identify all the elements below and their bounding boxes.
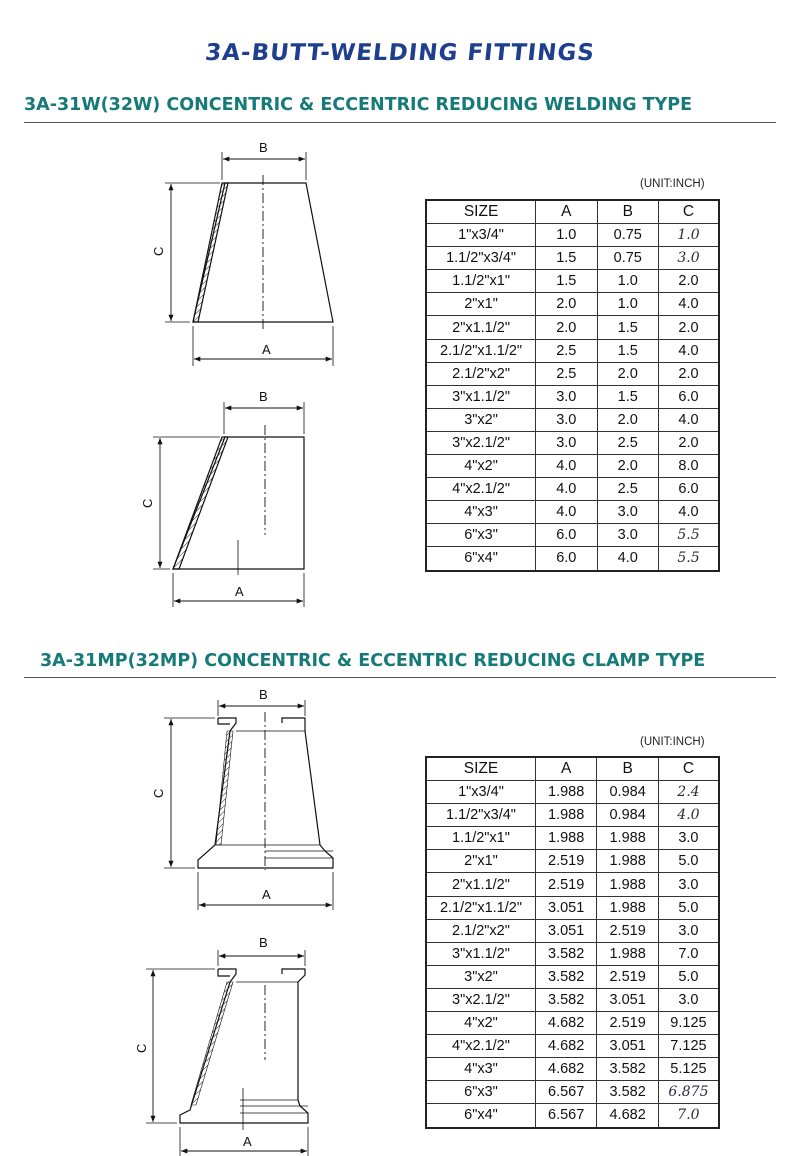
table-cell: 1.1/2"x3/4" xyxy=(426,804,535,827)
table-cell: 1.1/2"x1" xyxy=(426,827,535,850)
table-cell: 4"x3" xyxy=(426,1058,535,1081)
dimension-label-a: A xyxy=(235,584,244,599)
table-cell: 3"x1.1/2" xyxy=(426,942,535,965)
table-cell: 2"x1.1/2" xyxy=(426,316,536,339)
table-cell: 2.1/2"x1.1/2" xyxy=(426,339,536,362)
table-cell: 2.0 xyxy=(659,431,719,454)
table-cell: 7.125 xyxy=(658,1035,719,1058)
table-cell: 2.0 xyxy=(597,408,659,431)
column-header: SIZE xyxy=(426,200,536,224)
table-cell: 4"x2" xyxy=(426,1012,535,1035)
table-cell: 1"x3/4" xyxy=(426,224,536,247)
concentric-clamp-reducer-drawing xyxy=(164,700,333,910)
table-cell: 3.051 xyxy=(535,919,596,942)
table-cell: 0.984 xyxy=(597,804,658,827)
table-cell: 2.0 xyxy=(659,316,719,339)
table-cell: 3.582 xyxy=(535,942,596,965)
table-cell: 3.0 xyxy=(658,827,719,850)
table-cell: 5.5 xyxy=(659,547,719,571)
table-cell: 3"x2" xyxy=(426,965,535,988)
table-cell: 3.582 xyxy=(597,1058,658,1081)
column-header: A xyxy=(536,200,597,224)
table-cell: 2.0 xyxy=(597,455,659,478)
table-cell: 2.5 xyxy=(597,478,659,501)
table-cell: 1.5 xyxy=(597,385,659,408)
table-cell: 4.0 xyxy=(536,478,597,501)
table-cell: 4.0 xyxy=(659,501,719,524)
table-cell: 2.0 xyxy=(536,316,597,339)
dimension-label-a: A xyxy=(262,342,271,357)
table-cell: 2.5 xyxy=(536,362,597,385)
table-cell: 3.051 xyxy=(597,988,658,1011)
table-cell: 4.682 xyxy=(535,1035,596,1058)
table-cell: 3.051 xyxy=(535,896,596,919)
table-cell: 2"x1" xyxy=(426,850,535,873)
column-header: SIZE xyxy=(426,757,535,781)
table-cell: 3"x1.1/2" xyxy=(426,385,536,408)
dimension-label-c: C xyxy=(151,246,166,256)
table-cell: 1.988 xyxy=(535,827,596,850)
dimension-label-b: B xyxy=(259,389,268,404)
table-cell: 2.1/2"x2" xyxy=(426,919,535,942)
dimension-label-a: A xyxy=(262,887,271,902)
table-cell: 1.0 xyxy=(659,224,719,247)
dimension-label-b: B xyxy=(259,140,268,155)
table-cell: 3.051 xyxy=(597,1035,658,1058)
table-cell: 2.5 xyxy=(597,431,659,454)
table-cell: 0.984 xyxy=(597,781,658,804)
table-cell: 8.0 xyxy=(659,455,719,478)
table-cell: 2.0 xyxy=(659,270,719,293)
table-cell: 2.5 xyxy=(536,339,597,362)
table-cell: 4"x2.1/2" xyxy=(426,478,536,501)
table-cell: 2.4 xyxy=(658,781,719,804)
table-cell: 4.0 xyxy=(659,408,719,431)
table-cell: 5.125 xyxy=(658,1058,719,1081)
table-cell: 3.0 xyxy=(536,385,597,408)
table-cell: 2.519 xyxy=(597,1012,658,1035)
table-cell: 1.5 xyxy=(597,316,659,339)
column-header: B xyxy=(597,757,658,781)
table-cell: 6.0 xyxy=(659,478,719,501)
dimension-label-a: A xyxy=(243,1134,252,1149)
table-cell: 4.682 xyxy=(597,1104,658,1128)
table-cell: 1.988 xyxy=(535,804,596,827)
table-cell: 3.582 xyxy=(535,965,596,988)
table-cell: 3.582 xyxy=(535,988,596,1011)
table-cell: 3.582 xyxy=(597,1081,658,1104)
table-cell: 3.0 xyxy=(658,988,719,1011)
table-cell: 3.0 xyxy=(658,873,719,896)
unit-label: (UNIT:INCH) xyxy=(640,736,705,748)
table-cell: 1.1/2"x1" xyxy=(426,270,536,293)
table-cell: 4.0 xyxy=(536,455,597,478)
table-cell: 2"x1" xyxy=(426,293,536,316)
table-cell: 6.0 xyxy=(536,547,597,571)
table-cell: 1.0 xyxy=(597,293,659,316)
table-cell: 7.0 xyxy=(658,1104,719,1128)
table-cell: 4"x2.1/2" xyxy=(426,1035,535,1058)
table-cell: 3"x2" xyxy=(426,408,536,431)
dimension-label-b: B xyxy=(259,687,268,702)
table-cell: 4.0 xyxy=(536,501,597,524)
section-title-welding: 3A-31W(32W) CONCENTRIC & ECCENTRIC REDUCING WELDING TYPE xyxy=(24,95,693,115)
dimension-label-c: C xyxy=(134,1043,149,1053)
table-cell: 4.0 xyxy=(597,547,659,571)
table-cell: 6.0 xyxy=(536,524,597,547)
table-cell: 1.0 xyxy=(536,224,597,247)
table-cell: 2"x1.1/2" xyxy=(426,873,535,896)
table-cell: 1.5 xyxy=(597,339,659,362)
table-cell: 2.1/2"x2" xyxy=(426,362,536,385)
table-cell: 2.0 xyxy=(597,362,659,385)
table-cell: 6.567 xyxy=(535,1104,596,1128)
table-cell: 4.0 xyxy=(658,804,719,827)
table-cell: 5.0 xyxy=(658,965,719,988)
table-cell: 4"x2" xyxy=(426,455,536,478)
table-cell: 6"x3" xyxy=(426,1081,535,1104)
table-cell: 3.0 xyxy=(597,501,659,524)
table-cell: 3"x2.1/2" xyxy=(426,988,535,1011)
page-title: 3A-BUTT-WELDING FITTINGS xyxy=(203,40,597,66)
table-cell: 5.0 xyxy=(658,896,719,919)
table-cell: 1.988 xyxy=(535,781,596,804)
column-header: C xyxy=(658,757,719,781)
table-cell: 1.988 xyxy=(597,827,658,850)
table-cell: 6"x4" xyxy=(426,547,536,571)
table-cell: 4.682 xyxy=(535,1012,596,1035)
eccentric-welding-reducer-drawing xyxy=(153,402,304,607)
table-cell: 6.0 xyxy=(659,385,719,408)
table-cell: 1.988 xyxy=(597,942,658,965)
column-header: A xyxy=(535,757,596,781)
table-cell: 3.0 xyxy=(597,524,659,547)
column-header: C xyxy=(659,200,719,224)
section-title-clamp: 3A-31MP(32MP) CONCENTRIC & ECCENTRIC REDUCING CLAMP TYPE xyxy=(40,651,706,671)
dimension-label-b: B xyxy=(259,935,268,950)
table-cell: 1.0 xyxy=(597,270,659,293)
dimension-label-c: C xyxy=(151,788,166,798)
table-cell: 4.0 xyxy=(659,293,719,316)
table-cell: 1.988 xyxy=(597,850,658,873)
table-cell: 3.0 xyxy=(536,431,597,454)
table-cell: 6.875 xyxy=(658,1081,719,1104)
table-cell: 1"x3/4" xyxy=(426,781,535,804)
table-cell: 1.988 xyxy=(597,873,658,896)
table-cell: 2.0 xyxy=(659,362,719,385)
table-cell: 2.1/2"x1.1/2" xyxy=(426,896,535,919)
column-header: B xyxy=(597,200,659,224)
table-cell: 3.0 xyxy=(658,919,719,942)
table-cell: 3"x2.1/2" xyxy=(426,431,536,454)
dimension-label-c: C xyxy=(140,498,155,508)
table-cell: 4.682 xyxy=(535,1058,596,1081)
table-cell: 5.5 xyxy=(659,524,719,547)
table-cell: 9.125 xyxy=(658,1012,719,1035)
table-cell: 1.1/2"x3/4" xyxy=(426,247,536,270)
table-cell: 2.519 xyxy=(597,965,658,988)
table-cell: 1.988 xyxy=(597,896,658,919)
table-cell: 6.567 xyxy=(535,1081,596,1104)
table-cell: 0.75 xyxy=(597,224,659,247)
table-cell: 3.0 xyxy=(536,408,597,431)
table-cell: 5.0 xyxy=(658,850,719,873)
table-cell: 1.5 xyxy=(536,270,597,293)
table-cell: 4"x3" xyxy=(426,501,536,524)
table-cell: 4.0 xyxy=(659,339,719,362)
eccentric-clamp-reducer-drawing xyxy=(146,950,308,1156)
unit-label: (UNIT:INCH) xyxy=(640,178,705,190)
table-cell: 7.0 xyxy=(658,942,719,965)
table-cell: 0.75 xyxy=(597,247,659,270)
table-cell: 6"x3" xyxy=(426,524,536,547)
table-cell: 2.519 xyxy=(535,873,596,896)
table-cell: 2.519 xyxy=(597,919,658,942)
table-cell: 6"x4" xyxy=(426,1104,535,1128)
table-cell: 2.0 xyxy=(536,293,597,316)
table-cell: 2.519 xyxy=(535,850,596,873)
concentric-welding-reducer-drawing xyxy=(165,152,333,366)
table-cell: 1.5 xyxy=(536,247,597,270)
table-cell: 3.0 xyxy=(659,247,719,270)
